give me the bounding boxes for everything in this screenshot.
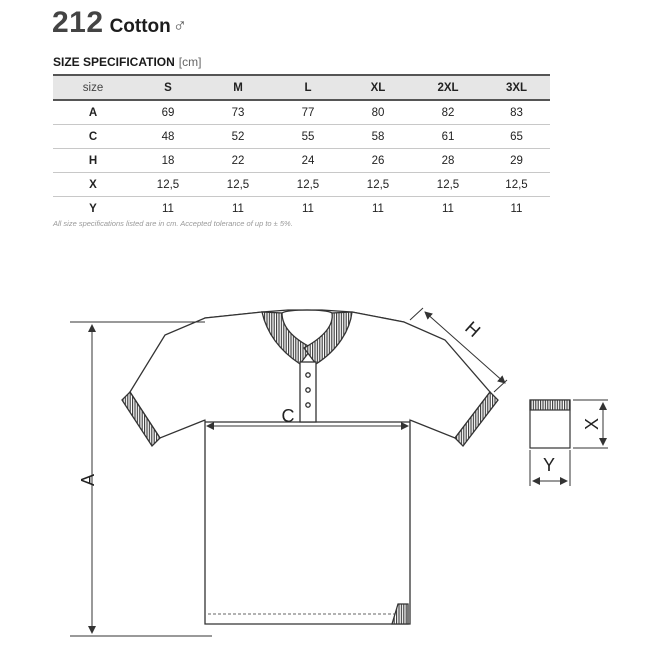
table-cell: 11 [232,202,244,215]
spec-heading-text: SIZE SPECIFICATION [53,55,175,69]
button [306,388,310,392]
table-cell: 83 [483,100,550,125]
table-cell: 29 [483,149,550,173]
table-cell: 48 [133,125,203,149]
row-label: C [53,125,133,149]
table-cell: 22 [203,149,273,173]
dimension-label-C: C [281,406,295,426]
table-cell: 65 [483,125,550,149]
table-cell: 61 [413,125,483,149]
table-cell: 12,5 [273,173,343,197]
row-label: A [53,100,133,125]
table-cell: 73 [203,100,273,125]
table-cell: 11 [442,202,454,215]
spec-unit: [cm] [178,55,202,69]
column-header: size [53,75,133,100]
table-cell: 69 [133,100,203,125]
product-code: 212 [52,6,104,39]
table-cell: 77 [273,100,343,125]
table-cell: 11 [162,202,174,215]
table-cell: 82 [413,100,483,125]
table-cell: 11 [302,202,314,215]
table-cell: 58 [343,125,413,149]
dimension-label-X: X [582,417,602,431]
table-cell: 55 [273,125,343,149]
table-cell: 28 [413,149,483,173]
column-header: L [273,75,343,100]
column-header: 2XL [413,75,483,100]
table-cell: 12,5 [483,173,550,197]
dimension-label-Y: Y [542,455,556,475]
male-symbol-icon: ♂ [172,16,188,37]
column-header: XL [343,75,413,100]
polo-shirt-illustration [122,310,498,624]
table-cell: 26 [343,149,413,173]
table-cell: 11 [372,202,384,215]
column-header: 3XL [483,75,550,100]
row-label: X [53,173,133,197]
table-cell: 12,5 [413,173,483,197]
column-header: M [203,75,273,100]
table-cell: 12,5 [343,173,413,197]
column-header: S [133,75,203,100]
table-cell: 11 [510,202,523,215]
cuff-detail [530,400,570,448]
button [306,373,310,377]
dimension-label-H: H [461,317,485,342]
row-label: Y [89,202,97,215]
table-cell: 52 [203,125,273,149]
product-name: Cotton [109,16,171,37]
table-cell: 24 [273,149,343,173]
table-cell: 18 [133,149,203,173]
row-label: H [53,149,133,173]
table-cell: 12,5 [133,173,203,197]
table-cell: 80 [343,100,413,125]
dimension-label-A: A [78,473,98,487]
tolerance-note: All size specifications listed are in cm. Accepted tolerance of up to ± 5%. [53,219,293,228]
button [306,403,310,407]
table-cell: 12,5 [203,173,273,197]
